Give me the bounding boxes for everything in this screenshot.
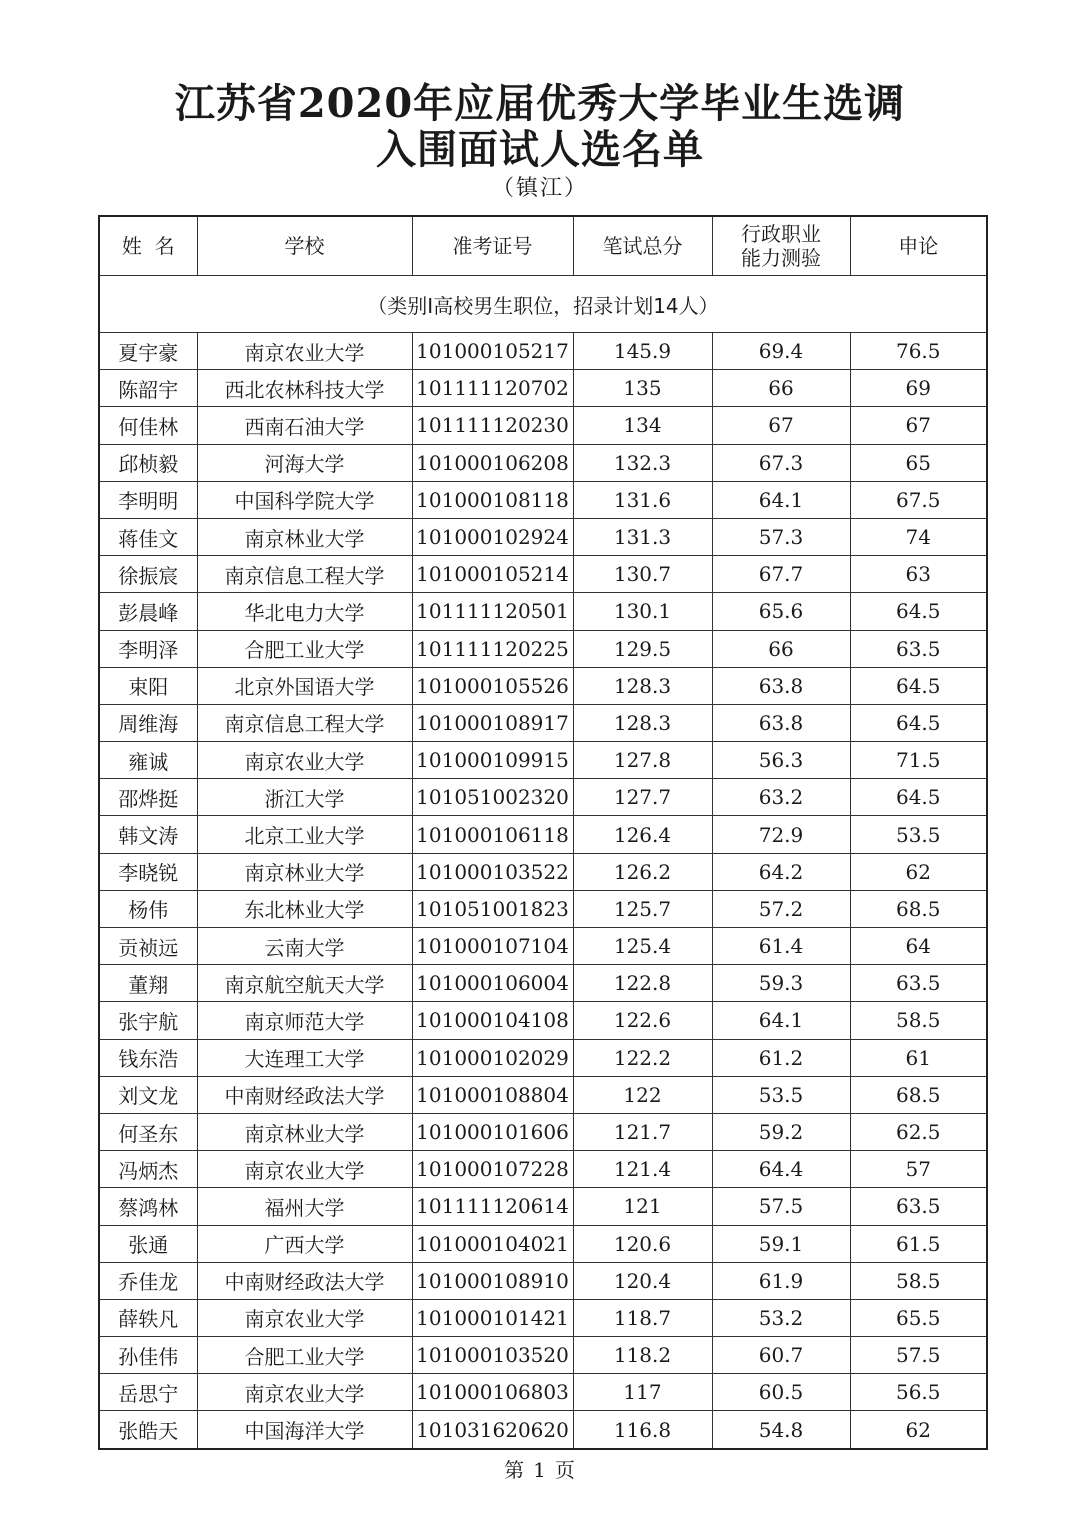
cell-admin-score: 56.3 bbox=[712, 742, 850, 779]
cell-admin-score: 66 bbox=[712, 370, 850, 407]
cell-total: 121.4 bbox=[573, 1151, 712, 1188]
cell-exam-id: 101051002320 bbox=[412, 779, 573, 816]
cell-essay-score: 74 bbox=[850, 518, 987, 555]
cell-essay-score: 57.5 bbox=[850, 1337, 987, 1374]
cell-exam-id: 101000107104 bbox=[412, 928, 573, 965]
cell-essay-score: 67 bbox=[850, 407, 987, 444]
cell-exam-id: 101111120614 bbox=[412, 1188, 573, 1225]
page-value: 1 bbox=[533, 1458, 547, 1482]
cell-total: 135 bbox=[573, 370, 712, 407]
cell-name: 彭晨峰 bbox=[99, 593, 197, 630]
cell-name: 刘文龙 bbox=[99, 1076, 197, 1113]
cell-name: 李晓锐 bbox=[99, 853, 197, 890]
cell-admin-score: 72.9 bbox=[712, 816, 850, 853]
table-row bbox=[99, 333, 987, 370]
cell-essay-score: 67.5 bbox=[850, 481, 987, 518]
candidate-table bbox=[98, 215, 988, 1450]
cell-school: 东北林业大学 bbox=[197, 890, 412, 927]
cell-total: 125.7 bbox=[573, 890, 712, 927]
page-number bbox=[0, 1454, 1080, 1483]
table-row bbox=[99, 1113, 987, 1150]
cell-exam-id: 101000105526 bbox=[412, 667, 573, 704]
cell-school: 南京林业大学 bbox=[197, 1113, 412, 1150]
table-row bbox=[99, 1188, 987, 1225]
header-admin-line-2: 能力测验 bbox=[741, 246, 821, 270]
table-row bbox=[99, 518, 987, 555]
cell-essay-score: 58.5 bbox=[850, 1262, 987, 1299]
cell-name: 夏宇豪 bbox=[99, 333, 197, 370]
header-essay: 申论 bbox=[850, 216, 987, 276]
document-title-line-1: 江苏省2020年应届优秀大学毕业生选调 bbox=[174, 80, 906, 127]
cell-essay-score: 71.5 bbox=[850, 742, 987, 779]
cell-school: 合肥工业大学 bbox=[197, 630, 412, 667]
table-row bbox=[99, 965, 987, 1002]
cell-school: 南京农业大学 bbox=[197, 1374, 412, 1411]
cell-total: 127.8 bbox=[573, 742, 712, 779]
cell-admin-score: 57.5 bbox=[712, 1188, 850, 1225]
category-row bbox=[99, 276, 987, 333]
cell-name: 乔佳龙 bbox=[99, 1262, 197, 1299]
cell-exam-id: 101000102924 bbox=[412, 518, 573, 555]
cell-total: 116.8 bbox=[573, 1411, 712, 1449]
category-label: （类别Ⅰ高校男生职位，招录计划14人） bbox=[99, 276, 987, 333]
cell-exam-id: 101000103522 bbox=[412, 853, 573, 890]
table-row bbox=[99, 1262, 987, 1299]
cell-school: 福州大学 bbox=[197, 1188, 412, 1225]
cell-name: 孙佳伟 bbox=[99, 1337, 197, 1374]
cell-exam-id: 101031620620 bbox=[412, 1411, 573, 1449]
table-row bbox=[99, 1002, 987, 1039]
cell-school: 南京信息工程大学 bbox=[197, 556, 412, 593]
table-row bbox=[99, 779, 987, 816]
cell-name: 贡祯远 bbox=[99, 928, 197, 965]
cell-school: 南京信息工程大学 bbox=[197, 704, 412, 741]
cell-school: 南京林业大学 bbox=[197, 518, 412, 555]
cell-name: 杨伟 bbox=[99, 890, 197, 927]
cell-total: 126.4 bbox=[573, 816, 712, 853]
table-row bbox=[99, 593, 987, 630]
cell-name: 张宇航 bbox=[99, 1002, 197, 1039]
table-row bbox=[99, 1039, 987, 1076]
cell-admin-score: 61.4 bbox=[712, 928, 850, 965]
cell-essay-score: 63.5 bbox=[850, 1188, 987, 1225]
cell-admin-score: 64.1 bbox=[712, 481, 850, 518]
table-row bbox=[99, 853, 987, 890]
table-row bbox=[99, 667, 987, 704]
cell-essay-score: 68.5 bbox=[850, 890, 987, 927]
cell-school: 北京工业大学 bbox=[197, 816, 412, 853]
cell-essay-score: 62 bbox=[850, 853, 987, 890]
cell-school: 中南财经政法大学 bbox=[197, 1076, 412, 1113]
cell-name: 岳思宁 bbox=[99, 1374, 197, 1411]
table-row bbox=[99, 890, 987, 927]
cell-school: 中国科学院大学 bbox=[197, 481, 412, 518]
cell-total: 122.2 bbox=[573, 1039, 712, 1076]
cell-exam-id: 101000101421 bbox=[412, 1299, 573, 1336]
cell-school: 华北电力大学 bbox=[197, 593, 412, 630]
cell-school: 北京外国语大学 bbox=[197, 667, 412, 704]
cell-name: 邵烨挺 bbox=[99, 779, 197, 816]
cell-essay-score: 63.5 bbox=[850, 965, 987, 1002]
cell-essay-score: 61.5 bbox=[850, 1225, 987, 1262]
cell-admin-score: 60.7 bbox=[712, 1337, 850, 1374]
cell-school: 合肥工业大学 bbox=[197, 1337, 412, 1374]
cell-school: 南京林业大学 bbox=[197, 853, 412, 890]
cell-total: 130.1 bbox=[573, 593, 712, 630]
table-row bbox=[99, 1337, 987, 1374]
cell-admin-score: 59.1 bbox=[712, 1225, 850, 1262]
cell-total: 145.9 bbox=[573, 333, 712, 370]
cell-name: 陈韶宇 bbox=[99, 370, 197, 407]
header-school: 学校 bbox=[197, 216, 412, 276]
cell-essay-score: 64.5 bbox=[850, 667, 987, 704]
cell-admin-score: 69.4 bbox=[712, 333, 850, 370]
cell-total: 118.2 bbox=[573, 1337, 712, 1374]
cell-admin-score: 57.2 bbox=[712, 890, 850, 927]
table-row bbox=[99, 742, 987, 779]
table-row bbox=[99, 1374, 987, 1411]
cell-admin-score: 67 bbox=[712, 407, 850, 444]
cell-total: 131.3 bbox=[573, 518, 712, 555]
cell-school: 西北农林科技大学 bbox=[197, 370, 412, 407]
cell-name: 韩文涛 bbox=[99, 816, 197, 853]
cell-essay-score: 62.5 bbox=[850, 1113, 987, 1150]
table-header-row bbox=[99, 216, 987, 276]
cell-exam-id: 101051001823 bbox=[412, 890, 573, 927]
cell-total: 121.7 bbox=[573, 1113, 712, 1150]
cell-admin-score: 67.3 bbox=[712, 444, 850, 481]
cell-essay-score: 57 bbox=[850, 1151, 987, 1188]
header-name: 姓 名 bbox=[99, 216, 197, 276]
cell-admin-score: 53.5 bbox=[712, 1076, 850, 1113]
cell-admin-score: 63.8 bbox=[712, 667, 850, 704]
cell-exam-id: 101000108118 bbox=[412, 481, 573, 518]
cell-school: 南京农业大学 bbox=[197, 1299, 412, 1336]
cell-essay-score: 76.5 bbox=[850, 333, 987, 370]
cell-total: 126.2 bbox=[573, 853, 712, 890]
cell-essay-score: 64.5 bbox=[850, 779, 987, 816]
cell-essay-score: 64.5 bbox=[850, 704, 987, 741]
cell-exam-id: 101000108804 bbox=[412, 1076, 573, 1113]
table-row bbox=[99, 1299, 987, 1336]
cell-name: 张通 bbox=[99, 1225, 197, 1262]
cell-school: 南京农业大学 bbox=[197, 333, 412, 370]
cell-exam-id: 101000101606 bbox=[412, 1113, 573, 1150]
table-row bbox=[99, 928, 987, 965]
cell-essay-score: 56.5 bbox=[850, 1374, 987, 1411]
cell-admin-score: 53.2 bbox=[712, 1299, 850, 1336]
cell-exam-id: 101111120225 bbox=[412, 630, 573, 667]
cell-admin-score: 63.2 bbox=[712, 779, 850, 816]
cell-total: 117 bbox=[573, 1374, 712, 1411]
cell-name: 蒋佳文 bbox=[99, 518, 197, 555]
cell-admin-score: 61.9 bbox=[712, 1262, 850, 1299]
table-row bbox=[99, 370, 987, 407]
header-exam-id: 准考证号 bbox=[412, 216, 573, 276]
cell-exam-id: 101000107228 bbox=[412, 1151, 573, 1188]
cell-total: 128.3 bbox=[573, 704, 712, 741]
cell-admin-score: 54.8 bbox=[712, 1411, 850, 1449]
cell-essay-score: 63 bbox=[850, 556, 987, 593]
cell-admin-score: 60.5 bbox=[712, 1374, 850, 1411]
cell-name: 何圣东 bbox=[99, 1113, 197, 1150]
table-row bbox=[99, 630, 987, 667]
cell-essay-score: 68.5 bbox=[850, 1076, 987, 1113]
document-title-line-2: 入围面试人选名单 bbox=[376, 126, 704, 173]
cell-school: 南京农业大学 bbox=[197, 1151, 412, 1188]
cell-admin-score: 64.2 bbox=[712, 853, 850, 890]
cell-school: 广西大学 bbox=[197, 1225, 412, 1262]
cell-total: 129.5 bbox=[573, 630, 712, 667]
document-subtitle: （镇江） bbox=[491, 176, 588, 201]
cell-total: 127.7 bbox=[573, 779, 712, 816]
cell-essay-score: 64.5 bbox=[850, 593, 987, 630]
header-admin-line-1: 行政职业 bbox=[741, 222, 821, 246]
cell-school: 南京师范大学 bbox=[197, 1002, 412, 1039]
cell-exam-id: 101000104108 bbox=[412, 1002, 573, 1039]
cell-total: 120.4 bbox=[573, 1262, 712, 1299]
cell-name: 薛轶凡 bbox=[99, 1299, 197, 1336]
cell-exam-id: 101000106208 bbox=[412, 444, 573, 481]
cell-school: 大连理工大学 bbox=[197, 1039, 412, 1076]
header-total: 笔试总分 bbox=[573, 216, 712, 276]
cell-total: 128.3 bbox=[573, 667, 712, 704]
cell-exam-id: 101000105217 bbox=[412, 333, 573, 370]
cell-name: 张皓天 bbox=[99, 1411, 197, 1449]
cell-total: 131.6 bbox=[573, 481, 712, 518]
cell-name: 邱桢毅 bbox=[99, 444, 197, 481]
table-row bbox=[99, 1411, 987, 1449]
cell-admin-score: 57.3 bbox=[712, 518, 850, 555]
cell-name: 周维海 bbox=[99, 704, 197, 741]
cell-exam-id: 101000106803 bbox=[412, 1374, 573, 1411]
cell-total: 118.7 bbox=[573, 1299, 712, 1336]
cell-essay-score: 62 bbox=[850, 1411, 987, 1449]
cell-admin-score: 61.2 bbox=[712, 1039, 850, 1076]
table-row bbox=[99, 444, 987, 481]
cell-total: 122 bbox=[573, 1076, 712, 1113]
cell-total: 120.6 bbox=[573, 1225, 712, 1262]
cell-name: 钱东浩 bbox=[99, 1039, 197, 1076]
table-row bbox=[99, 1151, 987, 1188]
cell-exam-id: 101000108917 bbox=[412, 704, 573, 741]
cell-exam-id: 101000102029 bbox=[412, 1039, 573, 1076]
cell-essay-score: 58.5 bbox=[850, 1002, 987, 1039]
cell-essay-score: 64 bbox=[850, 928, 987, 965]
cell-admin-score: 65.6 bbox=[712, 593, 850, 630]
cell-exam-id: 101000106118 bbox=[412, 816, 573, 853]
cell-essay-score: 53.5 bbox=[850, 816, 987, 853]
cell-name: 束阳 bbox=[99, 667, 197, 704]
cell-total: 130.7 bbox=[573, 556, 712, 593]
cell-name: 何佳林 bbox=[99, 407, 197, 444]
cell-name: 冯炳杰 bbox=[99, 1151, 197, 1188]
cell-essay-score: 63.5 bbox=[850, 630, 987, 667]
cell-essay-score: 65.5 bbox=[850, 1299, 987, 1336]
cell-total: 122.6 bbox=[573, 1002, 712, 1039]
cell-school: 浙江大学 bbox=[197, 779, 412, 816]
cell-total: 121 bbox=[573, 1188, 712, 1225]
cell-school: 河海大学 bbox=[197, 444, 412, 481]
cell-school: 南京航空航天大学 bbox=[197, 965, 412, 1002]
cell-exam-id: 101000104021 bbox=[412, 1225, 573, 1262]
cell-exam-id: 101111120501 bbox=[412, 593, 573, 630]
cell-school: 中南财经政法大学 bbox=[197, 1262, 412, 1299]
cell-school: 云南大学 bbox=[197, 928, 412, 965]
cell-name: 李明明 bbox=[99, 481, 197, 518]
cell-total: 122.8 bbox=[573, 965, 712, 1002]
cell-name: 董翔 bbox=[99, 965, 197, 1002]
cell-admin-score: 59.2 bbox=[712, 1113, 850, 1150]
cell-essay-score: 69 bbox=[850, 370, 987, 407]
header-admin-test bbox=[712, 216, 850, 276]
cell-name: 蔡鸿林 bbox=[99, 1188, 197, 1225]
cell-name: 李明泽 bbox=[99, 630, 197, 667]
cell-exam-id: 101111120702 bbox=[412, 370, 573, 407]
table-row bbox=[99, 481, 987, 518]
cell-name: 雍诚 bbox=[99, 742, 197, 779]
cell-school: 中国海洋大学 bbox=[197, 1411, 412, 1449]
table-row bbox=[99, 1225, 987, 1262]
page-suffix: 页 bbox=[554, 1458, 576, 1482]
cell-total: 132.3 bbox=[573, 444, 712, 481]
cell-admin-score: 64.1 bbox=[712, 1002, 850, 1039]
table-row bbox=[99, 1076, 987, 1113]
table-row bbox=[99, 556, 987, 593]
cell-total: 125.4 bbox=[573, 928, 712, 965]
page-prefix: 第 bbox=[504, 1458, 526, 1482]
cell-school: 南京农业大学 bbox=[197, 742, 412, 779]
cell-admin-score: 64.4 bbox=[712, 1151, 850, 1188]
cell-essay-score: 65 bbox=[850, 444, 987, 481]
table-row bbox=[99, 704, 987, 741]
cell-exam-id: 101000105214 bbox=[412, 556, 573, 593]
cell-exam-id: 101000109915 bbox=[412, 742, 573, 779]
cell-exam-id: 101000108910 bbox=[412, 1262, 573, 1299]
table-row bbox=[99, 816, 987, 853]
table-row bbox=[99, 407, 987, 444]
cell-exam-id: 101111120230 bbox=[412, 407, 573, 444]
cell-essay-score: 61 bbox=[850, 1039, 987, 1076]
cell-admin-score: 59.3 bbox=[712, 965, 850, 1002]
cell-school: 西南石油大学 bbox=[197, 407, 412, 444]
cell-admin-score: 67.7 bbox=[712, 556, 850, 593]
cell-exam-id: 101000103520 bbox=[412, 1337, 573, 1374]
cell-name: 徐振宸 bbox=[99, 556, 197, 593]
cell-exam-id: 101000106004 bbox=[412, 965, 573, 1002]
cell-admin-score: 66 bbox=[712, 630, 850, 667]
cell-total: 134 bbox=[573, 407, 712, 444]
cell-admin-score: 63.8 bbox=[712, 704, 850, 741]
